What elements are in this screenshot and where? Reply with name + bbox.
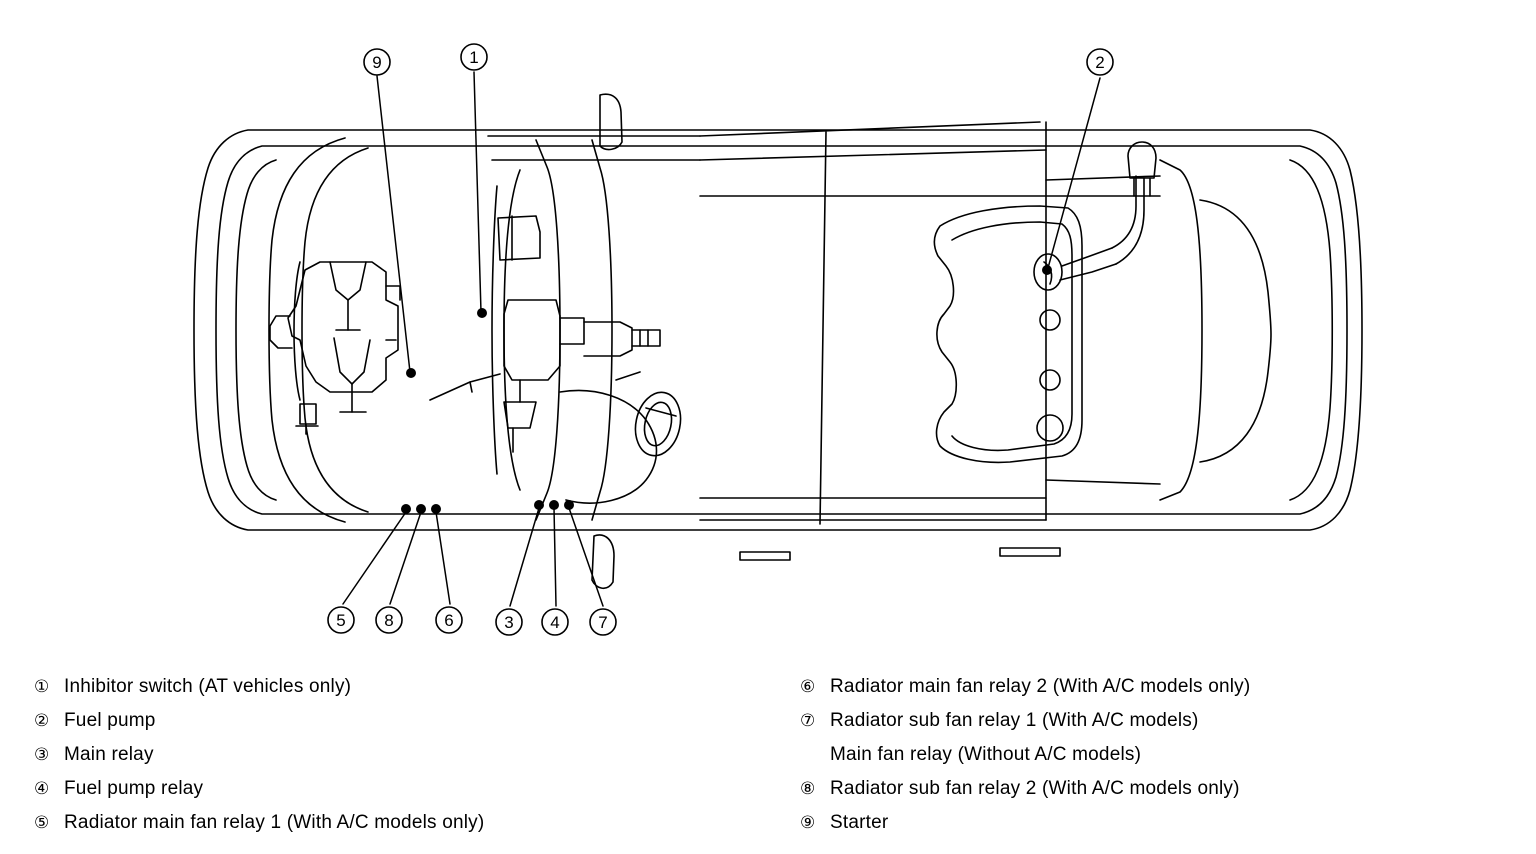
callout-6: [436, 607, 462, 633]
legend-item-label: Inhibitor switch (AT vehicles only): [64, 676, 352, 697]
legend-item: [34, 740, 734, 770]
legend-item-number: ②: [34, 711, 50, 730]
legend-item-number: ⑧: [800, 779, 816, 798]
callout-9-label: 9: [372, 53, 382, 72]
legend-item-number: ⑦: [800, 711, 816, 730]
legend-item-label: Fuel pump: [64, 710, 156, 731]
callout-3: [496, 609, 522, 635]
legend-item-number: ④: [34, 779, 50, 798]
callout-6-label: 6: [444, 611, 454, 630]
legend-item: [800, 672, 1520, 702]
legend-item-number: ⑨: [800, 813, 816, 832]
legend-column-left: [34, 672, 734, 842]
legend-item-number: ⑤: [34, 813, 50, 832]
legend-item-number: ①: [34, 677, 50, 696]
legend-item: [34, 706, 734, 736]
callout-4-label: 4: [550, 613, 560, 632]
legend-item-label: Starter: [830, 812, 889, 833]
vehicle-body-outline: [194, 130, 1362, 530]
legend-item-label: Fuel pump relay: [64, 778, 204, 799]
cabin-roof-lines: [700, 122, 1271, 524]
legend-item-label: Radiator sub fan relay 2 (With A/C models only): [830, 778, 1240, 799]
legend-item: [800, 808, 1520, 838]
legend-item: [34, 808, 734, 838]
legend-item-label: Main relay: [64, 744, 154, 765]
callout-1-label: 1: [469, 48, 479, 67]
callout-9: [364, 49, 390, 75]
callout-2: [1087, 49, 1113, 75]
legend-item: [34, 672, 734, 702]
callout-8-label: 8: [384, 611, 394, 630]
callout-5: [328, 607, 354, 633]
engine-assembly: [270, 262, 400, 434]
callout-8: [376, 607, 402, 633]
callout-1: [461, 44, 487, 70]
callout-2-label: 2: [1095, 53, 1105, 72]
callout-markers: [328, 44, 1113, 635]
callout-7-label: 7: [598, 613, 608, 632]
legend-item-label: Radiator main fan relay 2 (With A/C models only): [830, 676, 1251, 697]
legend-item-label: Main fan relay (Without A/C models): [830, 744, 1142, 765]
brake-booster-assembly: [498, 216, 660, 452]
fuel-tank-assembly: [934, 142, 1156, 462]
rear-details: [740, 160, 1332, 560]
callout-5-label: 5: [336, 611, 346, 630]
legend-item-label: Radiator main fan relay 1 (With A/C models only): [64, 812, 485, 833]
legend-item: [800, 706, 1520, 736]
legend-item-continuation: [800, 740, 1520, 770]
callout-3-label: 3: [504, 613, 514, 632]
callout-4: [542, 609, 568, 635]
transmission-detail: [430, 374, 686, 503]
legend-item: [800, 774, 1520, 804]
legend-item-number: ⑥: [800, 677, 816, 696]
legend: [0, 672, 1536, 854]
callout-7: [590, 609, 616, 635]
legend-item: [34, 774, 734, 804]
legend-item-label: Radiator sub fan relay 1 (With A/C models): [830, 710, 1199, 731]
legend-column-right: [800, 672, 1520, 842]
legend-item-number: ③: [34, 745, 50, 764]
